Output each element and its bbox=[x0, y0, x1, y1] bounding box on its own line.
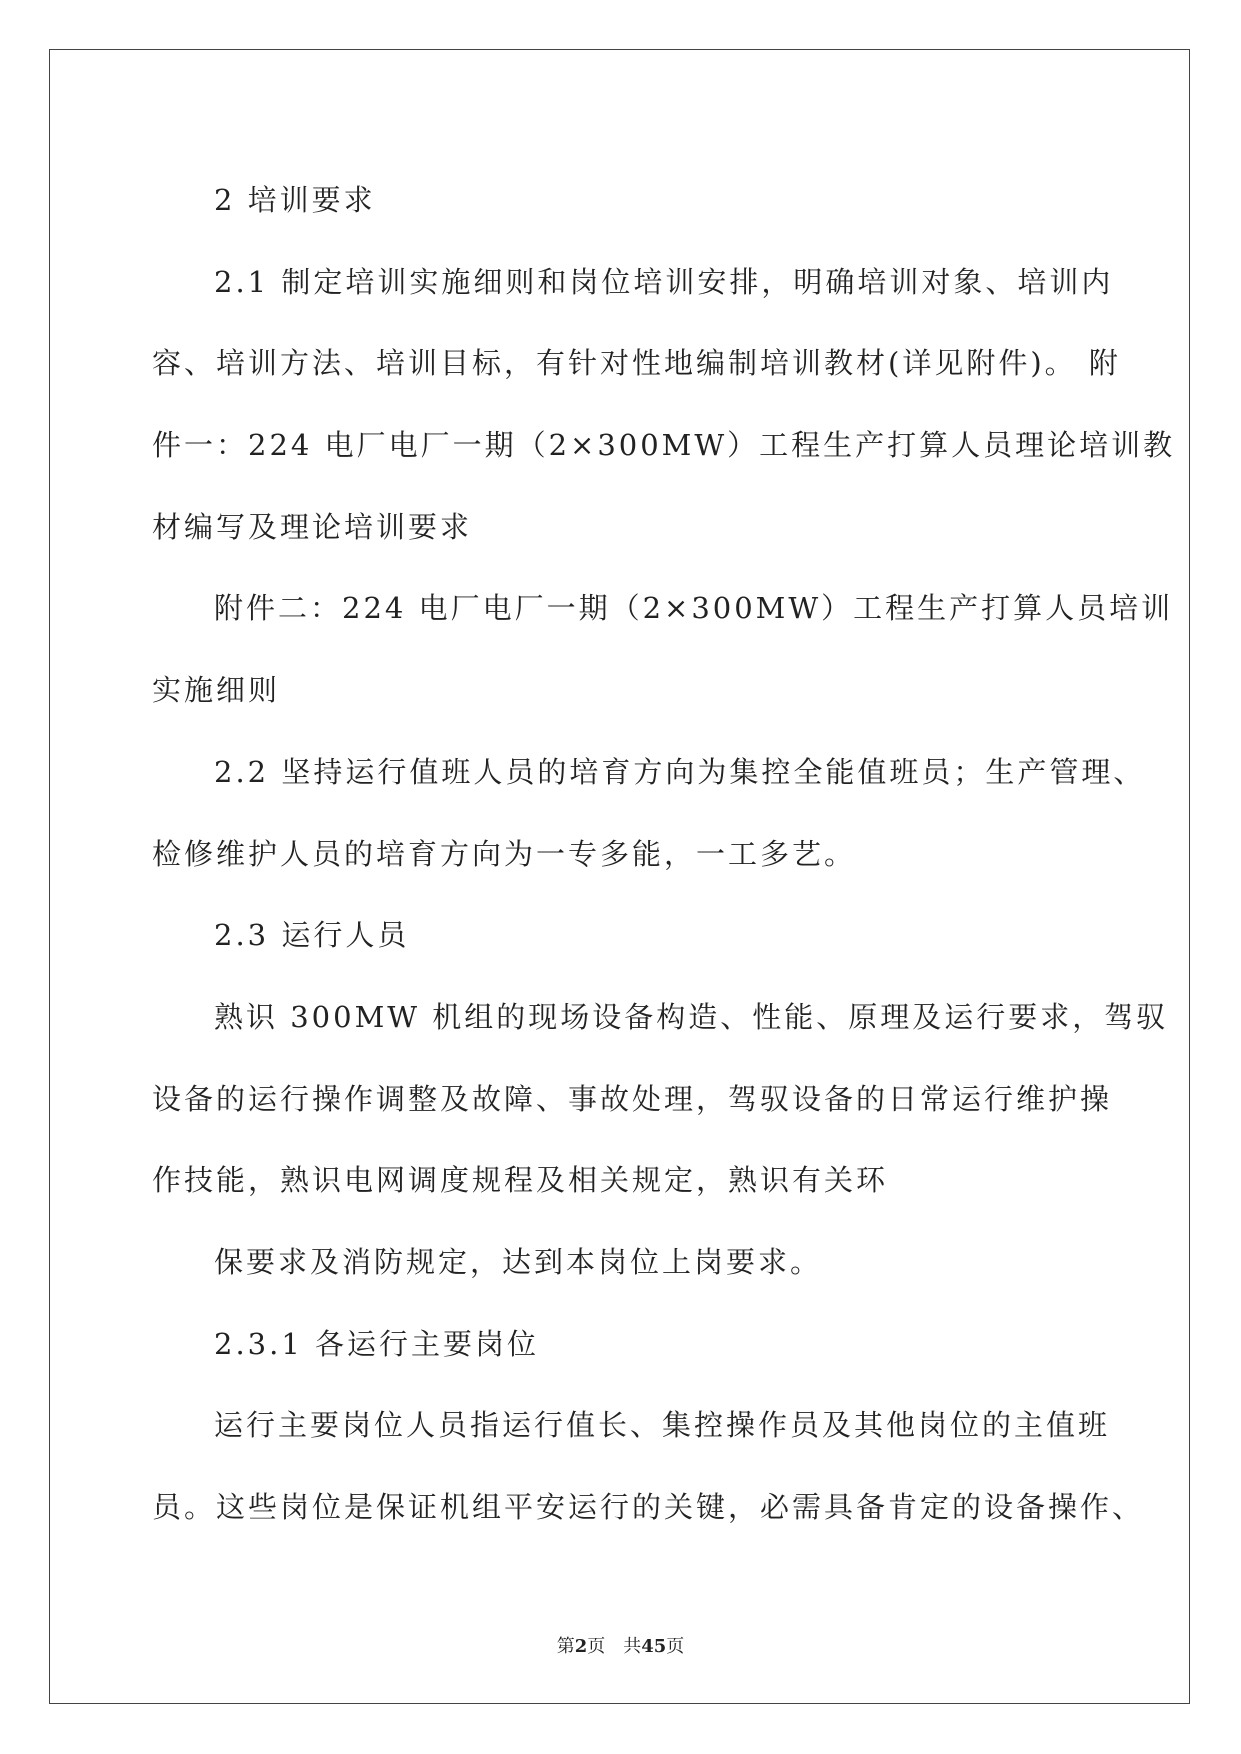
paragraph-line: 实施细则 bbox=[152, 673, 281, 708]
footer-total-prefix: 共 bbox=[623, 1636, 642, 1657]
paragraph-line: 作技能，熟识电网调度规程及相关规定，熟识有关环 bbox=[152, 1163, 889, 1198]
paragraph-line: 保要求及消防规定，达到本岗位上岗要求。 bbox=[214, 1244, 823, 1279]
total-page-count: 45 bbox=[641, 1636, 667, 1657]
footer-total-suffix: 页 bbox=[666, 1636, 685, 1657]
paragraph-line: 2.2 坚持运行值班人员的培育方向为集控全能值班员；生产管理、 bbox=[214, 754, 1146, 789]
current-page-number: 2 bbox=[574, 1636, 588, 1657]
paragraph-line: 熟识 300MW 机组的现场设备构造、性能、原理及运行要求，驾驭 bbox=[214, 999, 1169, 1034]
footer-prefix: 第 bbox=[556, 1636, 575, 1657]
paragraph-line: 运行主要岗位人员指运行值长、集控操作员及其他岗位的主值班 bbox=[214, 1408, 1111, 1443]
paragraph-line: 员。这些岗位是保证机组平安运行的关键，必需具备肯定的设备操作、 bbox=[152, 1490, 1145, 1524]
section-heading: 2.3.1 各运行主要岗位 bbox=[214, 1326, 540, 1361]
section-heading: 2 培训要求 bbox=[214, 183, 376, 217]
paragraph-line: 检修维护人员的培育方向为一专多能，一工多艺。 bbox=[152, 836, 857, 871]
document-body bbox=[152, 160, 1176, 1549]
paragraph-line: 容、培训方法、培训目标，有针对性地编制培训教材(详见附件)。 附 bbox=[152, 346, 1121, 381]
paragraph-line: 附件二：224 电厂电厂一期（2×300MW）工程生产打算人员培训 bbox=[214, 591, 1174, 626]
paragraph-line: 设备的运行操作调整及故障、事故处理，驾驭设备的日常运行维护操 bbox=[152, 1081, 1113, 1116]
page-footer bbox=[0, 1632, 1241, 1658]
paragraph-line: 2.1 制定培训实施细则和岗位培训安排，明确培训对象、培训内 bbox=[214, 264, 1114, 299]
section-heading: 2.3 运行人员 bbox=[214, 918, 410, 953]
paragraph-line: 件一：224 电厂电厂一期（2×300MW）工程生产打算人员理论培训教 bbox=[152, 428, 1176, 463]
paragraph-line: 材编写及理论培训要求 bbox=[152, 509, 473, 544]
footer-page-suffix: 页 bbox=[587, 1636, 606, 1657]
